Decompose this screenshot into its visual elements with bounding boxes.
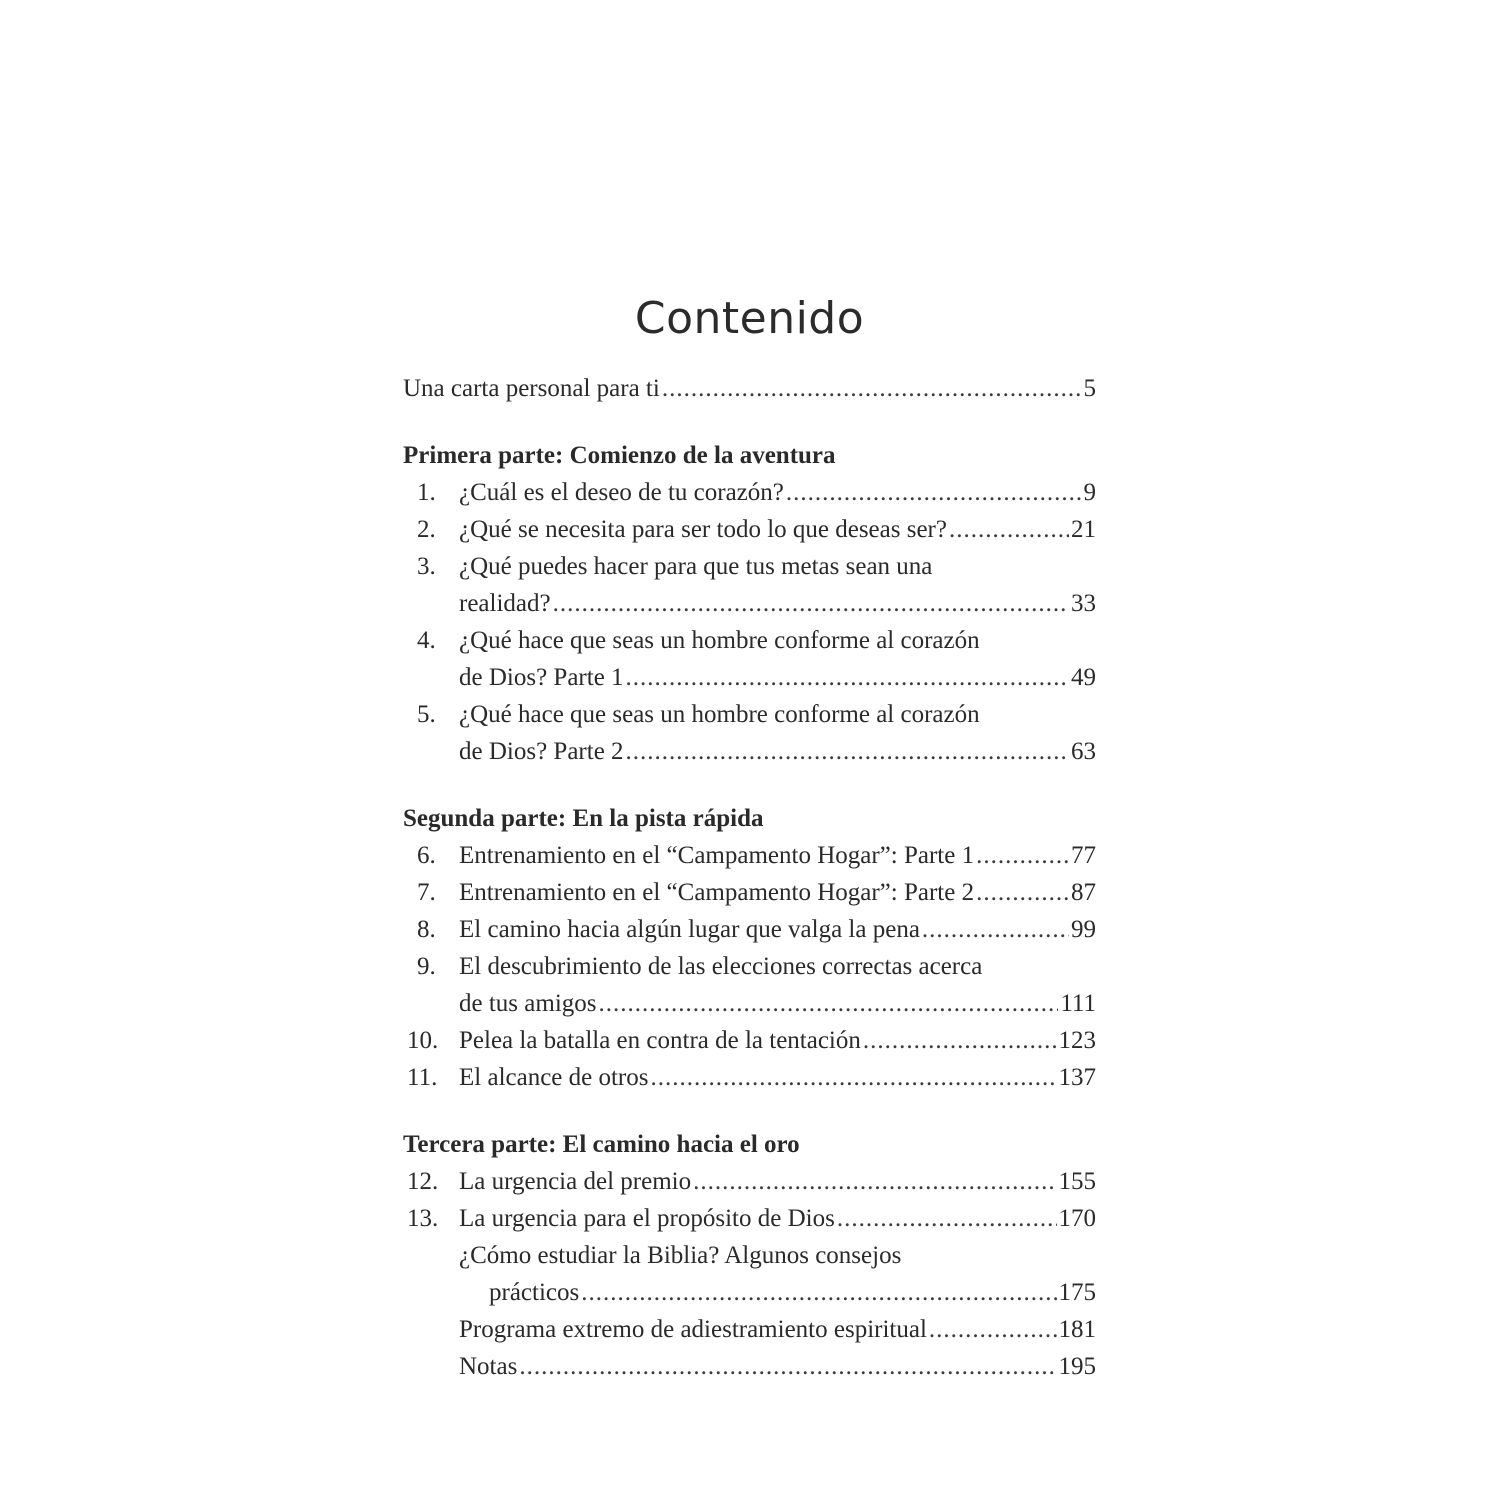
toc-entry-number: 7.	[417, 879, 436, 906]
toc-entry	[403, 1348, 1096, 1385]
toc-entry-text: Entrenamiento en el “Campamento Hogar”: Parte 2	[459, 879, 975, 906]
toc-entry	[403, 911, 1096, 948]
toc-entry-continuation	[403, 585, 1096, 622]
toc-entry-text: La urgencia para el propósito de Dios	[459, 1205, 835, 1232]
toc-entry-number: 11.	[407, 1064, 438, 1091]
toc-entry-line	[403, 696, 1096, 733]
toc-entry	[403, 622, 1096, 696]
toc-page-number: 123	[1058, 1027, 1096, 1054]
toc-part-section	[403, 437, 1096, 770]
toc-page-number: 111	[1060, 990, 1096, 1017]
toc-page-number: 49	[1071, 664, 1096, 691]
toc-part-section	[403, 1126, 1096, 1385]
toc-page-number: 181	[1058, 1316, 1096, 1343]
toc-page-number: 170	[1058, 1205, 1096, 1232]
toc-entry-line	[403, 1059, 1096, 1096]
toc-entry-text: El alcance de otros	[459, 1064, 649, 1091]
toc-entry-text: Entrenamiento en el “Campamento Hogar”: Parte 1	[459, 842, 975, 869]
dot-leader	[976, 874, 1069, 911]
toc-entry-text: Pelea la batalla en contra de la tentación	[459, 1027, 861, 1054]
toc-page-number: 155	[1058, 1168, 1096, 1195]
toc-entry-number: 1.	[417, 479, 436, 506]
toc-entry	[403, 474, 1096, 511]
dot-leader	[519, 1348, 1056, 1385]
toc-page-number: 5	[1083, 375, 1096, 402]
toc-entry	[403, 874, 1096, 911]
dot-leader	[837, 1200, 1057, 1237]
toc-parts	[403, 437, 1096, 1385]
toc-part-section	[403, 800, 1096, 1096]
toc-entry	[403, 948, 1096, 1022]
toc-entry-line	[403, 548, 1096, 585]
toc-entry-continuation	[403, 1274, 1096, 1311]
part-heading: Tercera parte: El camino hacia el oro	[403, 1131, 800, 1158]
toc-page-number: 99	[1071, 916, 1096, 943]
toc-entry-text: realidad?	[459, 590, 551, 617]
toc-entry-text: El camino hacia algún lugar que valga la pena	[459, 916, 920, 943]
toc-entry	[403, 696, 1096, 770]
toc-entry-line	[403, 1022, 1096, 1059]
dot-leader	[553, 585, 1069, 622]
toc-entry-line	[403, 837, 1096, 874]
toc-page-number: 21	[1071, 516, 1096, 543]
toc-page-number: 137	[1058, 1064, 1096, 1091]
toc-entry-line	[403, 622, 1096, 659]
toc-entry-line	[403, 1237, 1096, 1274]
dot-leader	[976, 837, 1069, 874]
dot-leader	[626, 733, 1069, 770]
toc-entry-number: 12.	[407, 1168, 439, 1195]
toc-entry	[403, 1237, 1096, 1311]
dot-leader	[662, 370, 1082, 407]
toc-entry	[403, 1311, 1096, 1348]
toc-entry-text: de Dios? Parte 2	[459, 738, 624, 765]
toc-entry	[403, 1200, 1096, 1237]
toc-entry	[403, 511, 1096, 548]
toc-entry-text: prácticos	[489, 1279, 580, 1306]
toc-page-number: 77	[1071, 842, 1096, 869]
toc-entry	[403, 1022, 1096, 1059]
dot-leader	[599, 985, 1059, 1022]
toc-entry	[403, 1059, 1096, 1096]
dot-leader	[929, 1311, 1057, 1348]
toc-entry-text: de tus amigos	[459, 990, 597, 1017]
toc-entry-continuation	[403, 733, 1096, 770]
dot-leader	[651, 1059, 1057, 1096]
table-of-contents	[403, 290, 1096, 1385]
toc-entry-line	[403, 1200, 1096, 1237]
toc-entry-number: 13.	[407, 1205, 439, 1232]
dot-leader	[786, 474, 1082, 511]
dot-leader	[863, 1022, 1057, 1059]
toc-page-number: 175	[1058, 1279, 1096, 1306]
toc-entry-text: ¿Qué puedes hacer para que tus metas sean una	[459, 553, 933, 580]
dot-leader	[626, 659, 1069, 696]
part-heading: Segunda parte: En la pista rápida	[403, 805, 764, 832]
dot-leader	[581, 1274, 1056, 1311]
toc-entry-number: 4.	[417, 627, 436, 654]
dot-leader	[949, 511, 1069, 548]
toc-entry-text: Programa extremo de adiestramiento espiritual	[459, 1316, 927, 1343]
toc-entry-continuation	[403, 985, 1096, 1022]
toc-page-number: 33	[1071, 590, 1096, 617]
toc-entry-number: 10.	[407, 1027, 439, 1054]
toc-entry-line	[403, 1163, 1096, 1200]
toc-entry-number: 3.	[417, 553, 436, 580]
toc-entry-text: Notas	[459, 1353, 518, 1380]
toc-entry-line	[403, 948, 1096, 985]
toc-page-number: 195	[1058, 1353, 1096, 1380]
toc-page-number: 87	[1071, 879, 1096, 906]
toc-entry-line	[403, 874, 1096, 911]
toc-entry	[403, 837, 1096, 874]
toc-entry-number: 8.	[417, 916, 436, 943]
toc-entry-text: ¿Cómo estudiar la Biblia? Algunos consejos	[459, 1242, 902, 1269]
dot-leader	[922, 911, 1069, 948]
toc-page-number: 63	[1071, 738, 1096, 765]
toc-entry-text: ¿Qué se necesita para ser todo lo que deseas ser?	[459, 516, 947, 543]
toc-entry-number: 2.	[417, 516, 436, 543]
toc-entry-text: ¿Qué hace que seas un hombre conforme al corazón	[459, 701, 980, 728]
toc-entry-line	[403, 911, 1096, 948]
toc-entry-text: Una carta personal para ti	[403, 375, 660, 402]
toc-page-number: 9	[1083, 479, 1096, 506]
toc-entry-line	[403, 511, 1096, 548]
toc-entry-text: ¿Qué hace que seas un hombre conforme al corazón	[459, 627, 980, 654]
toc-entry-text: La urgencia del premio	[459, 1168, 692, 1195]
toc-entry-intro	[403, 370, 1096, 407]
toc-entry-continuation	[403, 659, 1096, 696]
part-heading: Primera parte: Comienzo de la aventura	[403, 442, 836, 469]
page-title: Contenido	[634, 293, 865, 344]
toc-entry-line	[403, 1348, 1096, 1385]
toc-entry-number: 6.	[417, 842, 436, 869]
toc-entry-number: 9.	[417, 953, 436, 980]
toc-entry	[403, 1163, 1096, 1200]
toc-entry-line	[403, 1311, 1096, 1348]
toc-entry-line	[403, 474, 1096, 511]
toc-entry-text: de Dios? Parte 1	[459, 664, 624, 691]
toc-entry-number: 5.	[417, 701, 436, 728]
toc-entry-text: ¿Cuál es el deseo de tu corazón?	[459, 479, 784, 506]
toc-entry-text: El descubrimiento de las elecciones correctas acerca	[459, 953, 983, 980]
toc-entry	[403, 548, 1096, 622]
dot-leader	[693, 1163, 1056, 1200]
